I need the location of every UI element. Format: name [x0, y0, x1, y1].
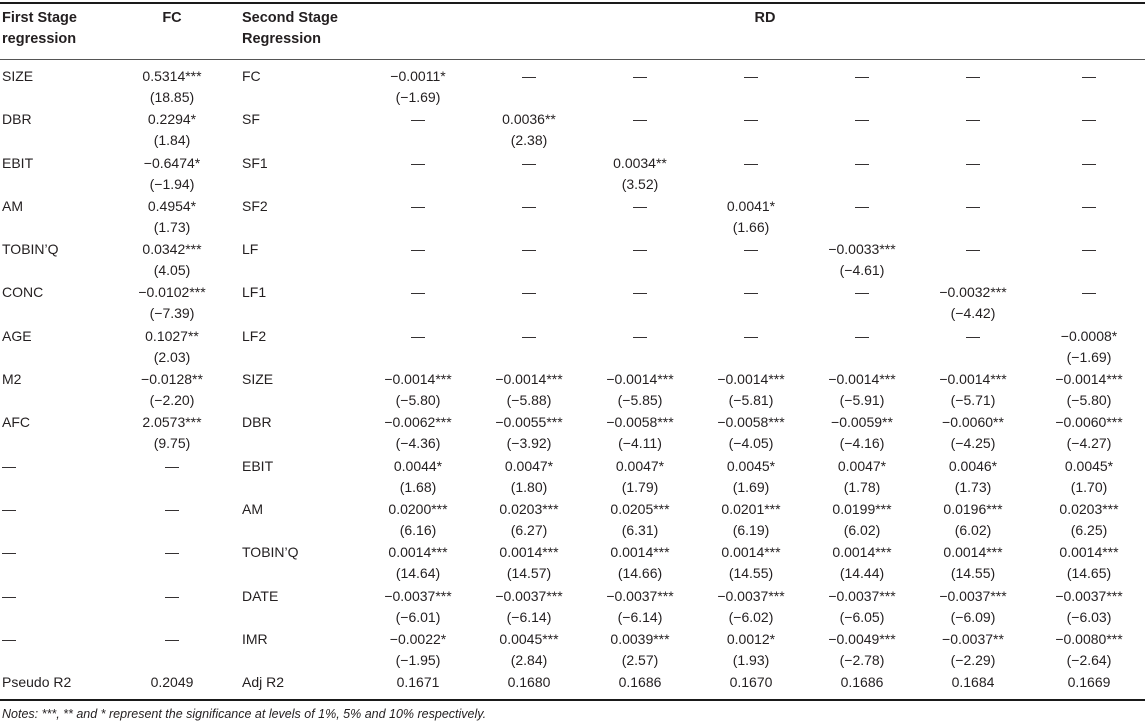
rd-coefficient: — — [855, 154, 869, 171]
table-row — [0, 196, 1145, 239]
rd-coefficient: 0.0203*** (6.27) — [499, 500, 559, 538]
header-first-stage: First Stage regression — [2, 10, 77, 47]
rd-coefficient: — — [633, 68, 647, 84]
rd-coefficient: 0.0205*** (6.31) — [610, 500, 670, 538]
first-stage-variable: AFC — [2, 414, 30, 431]
rd-coefficient: — — [1082, 241, 1096, 258]
rd-coefficient: 0.1671 — [396, 674, 440, 691]
rd-coefficient: −0.0058*** (−4.11) — [606, 414, 674, 452]
second-stage-variable: LF — [242, 241, 259, 258]
rd-coefficient: — — [1082, 197, 1096, 214]
fc-coefficient: — — [165, 630, 179, 647]
rd-coefficient: — — [633, 327, 647, 344]
table-notes: Notes: ***, ** and * represent the significance at levels of 1%, 5% and 10% respectively. — [2, 707, 487, 721]
rd-coefficient: −0.0008* (−1.69) — [1060, 327, 1118, 365]
table-row — [0, 586, 1145, 629]
rd-coefficient: 0.0045* (1.69) — [726, 457, 776, 495]
rd-coefficient: −0.0014*** (−5.81) — [717, 371, 785, 409]
fc-coefficient: 0.5314*** (18.85) — [142, 68, 202, 105]
rd-coefficient: −0.0037** (−2.29) — [942, 630, 1004, 668]
rd-coefficient: 0.1680 — [507, 674, 551, 691]
rd-coefficient: — — [633, 197, 647, 214]
rd-coefficient: −0.0060*** (−4.27) — [1055, 414, 1123, 452]
second-stage-variable: SF2 — [242, 197, 268, 214]
rd-coefficient: — — [411, 241, 425, 258]
fc-coefficient: — — [165, 457, 179, 474]
rd-coefficient: — — [855, 327, 869, 344]
rd-coefficient: — — [966, 327, 980, 344]
first-stage-variable: — — [2, 544, 16, 561]
first-stage-variable: M2 — [2, 371, 22, 388]
fc-coefficient: 0.2049 — [150, 674, 194, 691]
rd-coefficient: 0.0039*** (2.57) — [610, 630, 670, 668]
second-stage-variable: Adj R2 — [242, 674, 285, 691]
table-row — [0, 109, 1145, 152]
rd-coefficient: 0.1686 — [618, 674, 662, 691]
table-row — [0, 456, 1145, 499]
second-stage-variable: TOBIN’Q — [242, 544, 299, 561]
rd-coefficient: 0.1686 — [840, 674, 884, 691]
rd-coefficient: −0.0080*** (−2.64) — [1055, 630, 1123, 668]
rd-coefficient: 0.1670 — [729, 674, 773, 691]
rd-coefficient: — — [411, 197, 425, 214]
fc-coefficient: 0.0342*** (4.05) — [142, 241, 202, 279]
rd-coefficient: −0.0060** (−4.25) — [942, 414, 1004, 452]
table-row — [0, 239, 1145, 282]
rd-coefficient: −0.0014*** (−5.71) — [939, 371, 1007, 409]
rd-coefficient: — — [855, 284, 869, 301]
rd-coefficient: — — [522, 154, 536, 171]
rd-coefficient: — — [966, 68, 980, 84]
rd-coefficient: −0.0037*** (−6.05) — [828, 587, 896, 625]
rd-coefficient: — — [633, 284, 647, 301]
rd-coefficient: 0.0036** (2.38) — [502, 111, 556, 149]
header-rd: RD — [754, 10, 776, 26]
table-row — [0, 542, 1145, 585]
first-stage-variable: Pseudo R2 — [2, 674, 72, 691]
rd-coefficient: — — [744, 154, 758, 171]
rd-coefficient: 0.0045* (1.70) — [1064, 457, 1114, 495]
fc-coefficient: — — [165, 500, 179, 517]
rd-coefficient: −0.0055*** (−3.92) — [495, 414, 563, 452]
rd-coefficient: 0.1684 — [951, 674, 995, 691]
rd-coefficient: −0.0037*** (−6.09) — [939, 587, 1007, 625]
first-stage-variable: DBR — [2, 111, 32, 128]
rd-coefficient: 0.0014*** (14.65) — [1059, 544, 1119, 582]
rd-coefficient: — — [855, 68, 869, 84]
rd-coefficient: 0.0014*** (14.64) — [388, 544, 448, 582]
rd-coefficient: 0.0199*** (6.02) — [832, 500, 892, 538]
fc-coefficient: — — [165, 544, 179, 561]
rd-coefficient: — — [411, 154, 425, 171]
table-row — [0, 369, 1145, 412]
rd-coefficient: −0.0033*** (−4.61) — [828, 241, 896, 279]
rd-coefficient: −0.0014*** (−5.80) — [384, 371, 452, 409]
rd-coefficient: −0.0049*** (−2.78) — [828, 630, 896, 668]
rd-coefficient: 0.0045*** (2.84) — [499, 630, 559, 668]
rd-coefficient: 0.0014*** (14.44) — [832, 544, 892, 582]
rd-coefficient: — — [522, 284, 536, 301]
second-stage-variable: DBR — [242, 414, 272, 431]
table-row — [0, 66, 1145, 109]
table-header-rule — [0, 59, 1145, 60]
rd-coefficient: 0.0014*** (14.55) — [721, 544, 781, 582]
rd-coefficient: 0.0044* (1.68) — [393, 457, 443, 495]
first-stage-variable: TOBIN’Q — [2, 241, 59, 258]
rd-coefficient: −0.0037*** (−6.03) — [1055, 587, 1123, 625]
rd-coefficient: −0.0014*** (−5.91) — [828, 371, 896, 409]
rd-coefficient: — — [522, 197, 536, 214]
rd-coefficient: −0.0011* (−1.69) — [390, 68, 446, 105]
rd-coefficient: −0.0032*** (−4.42) — [939, 284, 1007, 322]
rd-coefficient: — — [522, 68, 536, 84]
second-stage-variable: LF2 — [242, 327, 267, 344]
rd-coefficient: −0.0037*** (−6.01) — [384, 587, 452, 625]
rd-coefficient: — — [633, 111, 647, 128]
fc-coefficient: −0.6474* (−1.94) — [143, 154, 201, 192]
rd-coefficient: −0.0014*** (−5.85) — [606, 371, 674, 409]
first-stage-variable: AGE — [2, 327, 32, 344]
first-stage-variable: — — [2, 457, 16, 474]
second-stage-variable: SF1 — [242, 154, 268, 171]
first-stage-variable: — — [2, 587, 16, 604]
rd-coefficient: — — [1082, 111, 1096, 128]
rd-coefficient: 0.0046* (1.73) — [948, 457, 998, 495]
rd-coefficient: — — [744, 327, 758, 344]
table-body — [0, 66, 1145, 702]
rd-coefficient: — — [522, 327, 536, 344]
table-row — [0, 672, 1145, 702]
rd-coefficient: — — [966, 111, 980, 128]
rd-coefficient: — — [411, 327, 425, 344]
rd-coefficient: −0.0059** (−4.16) — [831, 414, 893, 452]
rd-coefficient: −0.0062*** (−4.36) — [384, 414, 452, 452]
rd-coefficient: −0.0058*** (−4.05) — [717, 414, 785, 452]
rd-coefficient: 0.0196*** (6.02) — [943, 500, 1003, 538]
rd-coefficient: — — [522, 241, 536, 258]
rd-coefficient: — — [855, 111, 869, 128]
table-row — [0, 499, 1145, 542]
fc-coefficient: 0.4954* (1.73) — [147, 197, 197, 235]
second-stage-variable: IMR — [242, 630, 268, 647]
fc-coefficient: — — [165, 587, 179, 604]
rd-coefficient: 0.0041* (1.66) — [726, 197, 776, 235]
first-stage-variable: SIZE — [2, 68, 34, 84]
rd-coefficient: — — [855, 197, 869, 214]
rd-coefficient: 0.0014*** (14.66) — [610, 544, 670, 582]
rd-coefficient: — — [966, 197, 980, 214]
rd-coefficient: — — [1082, 284, 1096, 301]
rd-coefficient: −0.0014*** (−5.88) — [495, 371, 563, 409]
second-stage-variable: FC — [242, 68, 261, 84]
rd-coefficient: 0.0203*** (6.25) — [1059, 500, 1119, 538]
table-row — [0, 282, 1145, 325]
rd-coefficient: 0.0200*** (6.16) — [388, 500, 448, 538]
fc-coefficient: −0.0128** (−2.20) — [141, 371, 203, 409]
first-stage-variable: — — [2, 500, 16, 517]
first-stage-variable: EBIT — [2, 154, 34, 171]
rd-coefficient: −0.0037*** (−6.14) — [606, 587, 674, 625]
table-row — [0, 412, 1145, 455]
rd-coefficient: — — [744, 68, 758, 84]
rd-coefficient: — — [744, 284, 758, 301]
second-stage-variable: LF1 — [242, 284, 267, 301]
rd-coefficient: 0.0201*** (6.19) — [721, 500, 781, 538]
rd-coefficient: −0.0037*** (−6.14) — [495, 587, 563, 625]
rd-coefficient: — — [1082, 154, 1096, 171]
rd-coefficient: — — [966, 154, 980, 171]
second-stage-variable: SIZE — [242, 371, 274, 388]
rd-coefficient: — — [411, 284, 425, 301]
rd-coefficient: 0.0012* (1.93) — [726, 630, 776, 668]
table-bottom-rule — [0, 699, 1145, 701]
rd-coefficient: — — [1082, 68, 1096, 84]
rd-coefficient: — — [966, 241, 980, 258]
fc-coefficient: 2.0573*** (9.75) — [142, 414, 202, 452]
rd-coefficient: 0.0047* (1.80) — [504, 457, 554, 495]
rd-coefficient: −0.0014*** (−5.80) — [1055, 371, 1123, 409]
header-second-stage: Second Stage Regression — [242, 10, 338, 47]
fc-coefficient: −0.0102*** (−7.39) — [138, 284, 206, 322]
table-row — [0, 153, 1145, 196]
fc-coefficient: 0.1027** (2.03) — [145, 327, 199, 365]
rd-coefficient: — — [633, 241, 647, 258]
table-row — [0, 326, 1145, 369]
rd-coefficient: 0.0014*** (14.57) — [499, 544, 559, 582]
second-stage-variable: AM — [242, 500, 263, 517]
rd-coefficient: 0.0047* (1.78) — [837, 457, 887, 495]
second-stage-variable: SF — [242, 111, 260, 128]
second-stage-variable: EBIT — [242, 457, 274, 474]
table-row — [0, 629, 1145, 672]
first-stage-variable: CONC — [2, 284, 44, 301]
rd-coefficient: — — [744, 241, 758, 258]
fc-coefficient: 0.2294* (1.84) — [147, 111, 197, 149]
first-stage-variable: AM — [2, 197, 23, 214]
rd-coefficient: −0.0022* (−1.95) — [389, 630, 447, 668]
second-stage-variable: DATE — [242, 587, 279, 604]
rd-coefficient: — — [411, 111, 425, 128]
table-top-rule — [0, 2, 1145, 4]
rd-coefficient: −0.0037*** (−6.02) — [717, 587, 785, 625]
header-fc: FC — [162, 10, 182, 26]
first-stage-variable: — — [2, 630, 16, 647]
rd-coefficient: — — [744, 111, 758, 128]
rd-coefficient: 0.0034** (3.52) — [613, 154, 667, 192]
rd-coefficient: 0.0014*** (14.55) — [943, 544, 1003, 582]
rd-coefficient: 0.0047* (1.79) — [615, 457, 665, 495]
rd-coefficient: 0.1669 — [1067, 674, 1111, 691]
